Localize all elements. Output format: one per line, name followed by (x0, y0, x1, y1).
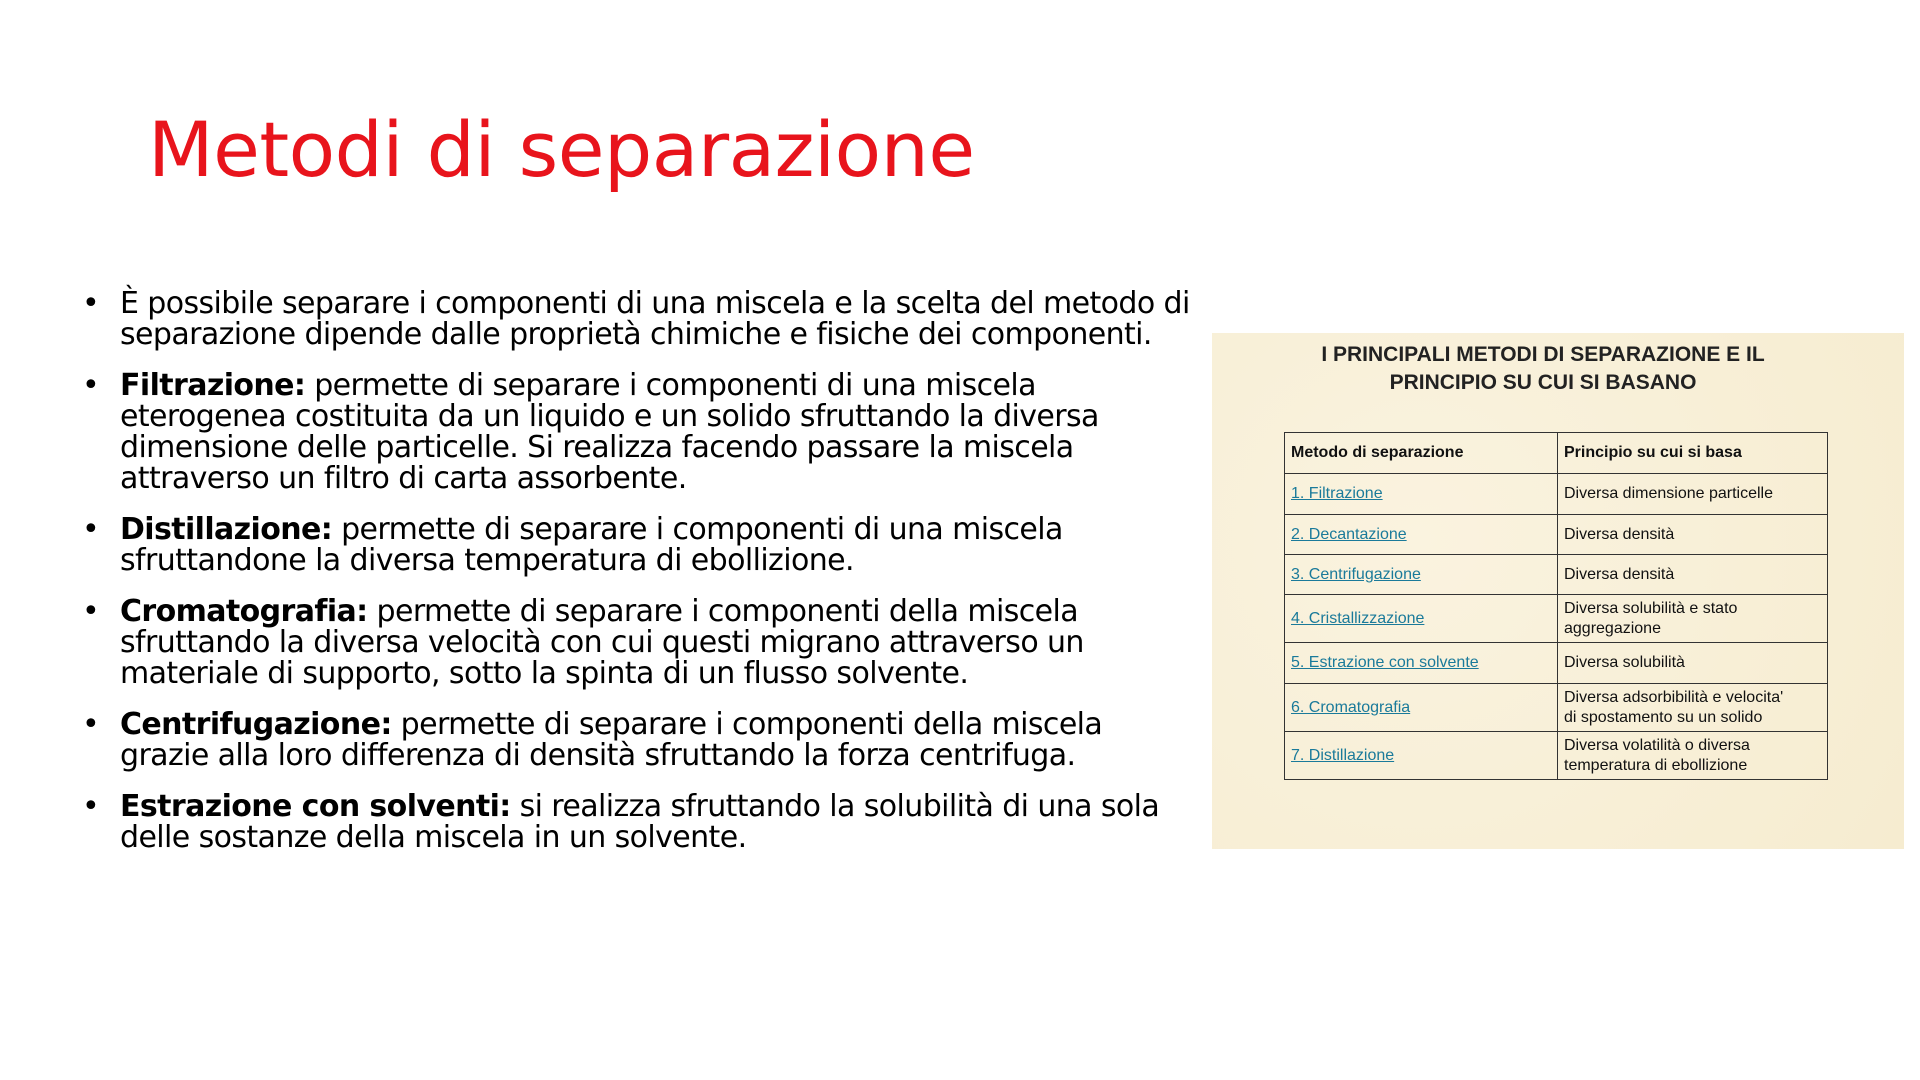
method-cell (1285, 732, 1558, 780)
principle-cell (1558, 643, 1828, 684)
bullet-dot: • (82, 286, 100, 321)
principle-line: Diversa dimensione particelle (1564, 485, 1773, 502)
method-cell (1285, 555, 1558, 595)
bullet-item-estrazione (82, 791, 1192, 853)
bullet-dot: • (82, 594, 100, 629)
table-row (1285, 643, 1828, 684)
header-principle: Principio su cui si basa (1558, 433, 1828, 474)
principle-cell (1558, 732, 1828, 780)
bullet-item-centrifugazione (82, 709, 1192, 771)
separation-methods-card (1212, 333, 1904, 849)
table-card-title (1212, 341, 1874, 397)
separation-methods-table (1284, 432, 1828, 780)
method-cell (1285, 643, 1558, 684)
method-link[interactable]: 6. Cromatografia (1291, 698, 1411, 716)
table-row (1285, 555, 1828, 595)
principle-line: Diversa densità (1564, 525, 1675, 543)
bullet-dot: • (82, 512, 100, 547)
bullet-text: permette di separare i componenti di una miscela sfruttandone la diversa temperatura di ebollizione. (120, 512, 1063, 578)
method-cell (1285, 474, 1558, 515)
principle-line: Diversa volatilità o diversa (1564, 736, 1750, 754)
bullet-item-intro (82, 288, 1192, 350)
principle-cell (1558, 515, 1828, 555)
bullet-item-cromatografia (82, 596, 1192, 689)
bullet-term: Cromatografia: (120, 594, 368, 629)
method-link[interactable]: 5. Estrazione con solvente (1291, 654, 1479, 671)
table-row (1285, 732, 1828, 780)
bullet-text: permette di separare i componenti della miscela grazie alla loro differenza di densità sfruttando la forza centrifuga. (120, 707, 1103, 773)
principle-line: aggregazione (1564, 619, 1661, 637)
bullet-term: Centrifugazione: (120, 707, 392, 742)
table-row (1285, 515, 1828, 555)
method-link[interactable]: 3. Centrifugazione (1291, 565, 1421, 583)
table-header-row (1285, 433, 1828, 474)
bullet-text: si realizza sfruttando la solubilità di una sola delle sostanze della miscela in un solvente. (120, 789, 1160, 855)
principle-line: Diversa adsorbibilità e velocita' (1564, 688, 1784, 706)
slide-title: Metodi di separazione (148, 105, 975, 194)
bullet-text: permette di separare i componenti di una miscela eterogenea costituita da un liquido e un solido sfruttando la diversa dimensione delle particelle. Si realizza facendo passare la miscela attraverso un filtro di carta assorbente. (120, 368, 1099, 496)
principle-line: Diversa solubilità (1564, 654, 1685, 671)
bullet-term: Estrazione con solventi: (120, 789, 511, 824)
bullet-item-distillazione (82, 514, 1192, 576)
principle-line: Diversa densità (1564, 565, 1675, 583)
table-row (1285, 684, 1828, 732)
bullet-text: È possibile separare i componenti di una miscela e la scelta del metodo di separazione dipende dalle proprietà chimiche e fisiche dei componenti. (120, 286, 1190, 352)
header-method: Metodo di separazione (1285, 433, 1558, 474)
method-cell (1285, 595, 1558, 643)
bullet-text: permette di separare i componenti della miscela sfruttando la diversa velocità con cui questi migrano attraverso un materiale di supporto, sotto la spinta di un flusso solvente. (120, 594, 1084, 691)
method-link[interactable]: 7. Distillazione (1291, 746, 1395, 764)
method-link[interactable]: 2. Decantazione (1291, 525, 1407, 543)
principle-cell (1558, 595, 1828, 643)
bullet-dot: • (82, 368, 100, 403)
principle-line: di spostamento su un solido (1564, 708, 1763, 726)
method-link[interactable]: 1. Filtrazione (1291, 485, 1383, 502)
principle-cell (1558, 474, 1828, 515)
bullet-list (82, 288, 1192, 873)
table-row (1285, 474, 1828, 515)
principle-cell (1558, 555, 1828, 595)
table-card-title-line: PRINCIPIO SU CUI SI BASANO (1389, 371, 1697, 394)
bullet-term: Filtrazione: (120, 368, 306, 403)
bullet-term: Distillazione: (120, 512, 333, 547)
principle-line: Diversa solubilità e stato (1564, 599, 1738, 617)
method-link[interactable]: 4. Cristallizzazione (1291, 609, 1425, 627)
bullet-dot: • (82, 707, 100, 742)
method-cell (1285, 515, 1558, 555)
bullet-dot: • (82, 789, 100, 824)
method-cell (1285, 684, 1558, 732)
table-card-title-line: I PRINCIPALI METODI DI SEPARAZIONE E IL (1321, 343, 1765, 366)
table-row (1285, 595, 1828, 643)
bullet-item-filtrazione (82, 370, 1192, 494)
principle-cell (1558, 684, 1828, 732)
principle-line: temperatura di ebollizione (1564, 756, 1748, 774)
